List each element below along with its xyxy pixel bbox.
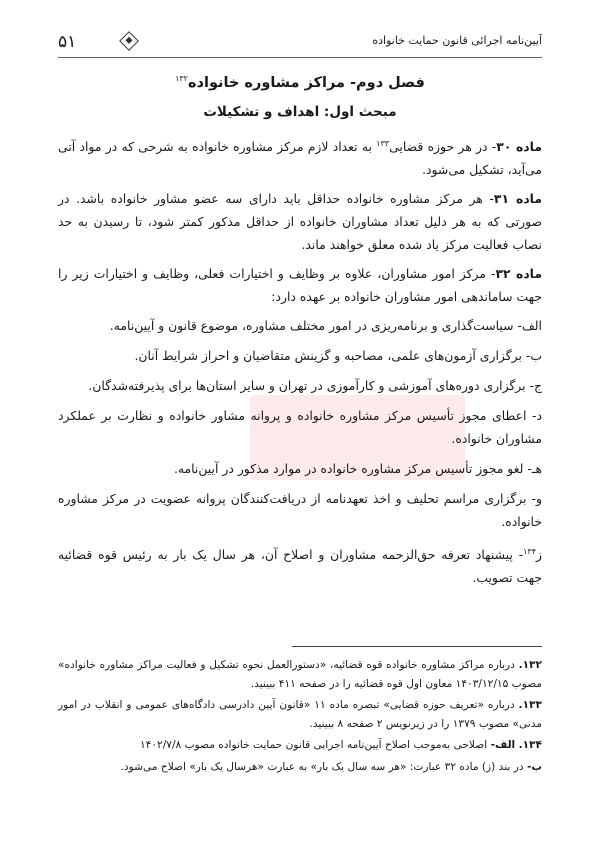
footnote-ref[interactable]: ۱۳۳ (376, 138, 390, 148)
page-header (58, 28, 542, 58)
article-32: ماده ۳۲- مرکز امور مشاوران، علاوه بر وظایف و اختیارات فعلی، وظایف و اختیارات زیر را جهت ساماندهی امور مشاوران خانواده بر عهده دارد: (58, 265, 543, 304)
header-divider (58, 57, 542, 58)
article-label: ماده ۳۰ (496, 138, 542, 154)
list-item: الف- سیاست‌گذاری و برنامه‌ریزی در امور مختلف مشاوره، موضوع قانون و آیین‌نامه. (109, 317, 542, 333)
list-item: ز$^{۱۳۴}$- پیشنهاد تعرفه حق‌الزحمه مشاوران و اصلاح آن، هر سال یک بار به رئیس قوه قضائیه جهت تصویب. (58, 546, 542, 586)
list-item: و- برگزاری مراسم تحلیف و اخذ تعهدنامه از دریافت‌کنندگان پروانه عضویت در مرکز مشاوره خانواده. (58, 490, 542, 529)
diamond-ornament-icon (119, 31, 139, 51)
chapter-title: فصل دوم- مراکز مشاوره خانواده$^{۱۳۲}$ (175, 74, 425, 91)
running-title: آیین‌نامه اجرائی قانون حمایت خانواده (372, 34, 542, 47)
page-number: ۵۱ (58, 32, 77, 52)
list-item: د- اعطای مجوز تأسیس مرکز مشاوره خانواده و پروانه مشاور خانواده و نظارت بر عملکرد مشاوران خانواده. (58, 407, 542, 446)
article-label: ماده ۳۱ (493, 190, 542, 206)
footnote-133: ۱۳۳. درباره «تعریف حوزه قضایی» تبصره ماده ۱۱ «قانون آیین دادرسی دادگاه‌های عمومی و انقلاب در امور مدنی» مصوب ۱۳۷۹ را در زیرنویس ۲ صفحه ۸ ببینید. (58, 699, 542, 730)
page-body (58, 68, 542, 596)
section-title: مبحث اول: اهداف و تشکیلات (203, 103, 397, 120)
article-31: ماده ۳۱- هر مرکز مشاوره خانواده حداقل باید دارای سه عضو مشاور خانواده باشد. در صورتی که به هر دلیل تعداد مشاوران خانواده از حداقل مذکور کمتر شود، تا رسیدن به حد نصاب فعالیت مرکز یاد شده معلق خواهند ماند. (58, 190, 542, 252)
footnote-ref[interactable]: ۱۳۲ (175, 74, 188, 83)
list-item: ج- برگزاری دوره‌های آموزشی و کارآموزی در تهران و سایر استان‌ها برای پذیرفته‌شدگان. (88, 377, 542, 393)
list-item: هـ- لغو مجوز تأسیس مرکز مشاوره خانواده در موارد مذکور در آیین‌نامه. (173, 460, 542, 476)
footnote-divider (292, 646, 542, 647)
footnote-134-a: ۱۳۴. الف- اصلاحی به‌موجب اصلاح آیین‌نامه اجرایی قانون حمایت خانواده مصوب ۱۴۰۲/۷/۸ (139, 739, 542, 751)
footnote-ref[interactable]: ۱۳۴ (523, 546, 537, 556)
footnote-132: ۱۳۲. درباره مراکز مشاوره خانواده قوه قضائیه، «دستورالعمل نحوه تشکیل و فعالیت مراکز مشاوره خانواده» مصوب ۱۴۰۳/۱۲/۱۵ معاون اول قوه قضائیه را در صفحه ۴۱۱ ببینید. (58, 659, 542, 690)
article-label: ماده ۳۲ (495, 265, 543, 281)
article-30: ماده ۳۰- در هر حوزه قضایی$^{۱۳۳}$ به تعداد لازم مرکز مشاوره خانواده به شرحی که در مواد آتی می‌آید، تشکیل می‌شود. (58, 138, 542, 177)
footnote-134-b: ب- در بند (ز) ماده ۳۲ عبارت: «هر سه سال یک بار» به عبارت «هرسال یک بار» اصلاح می‌شود. (120, 760, 542, 773)
footnotes (58, 656, 542, 779)
list-item: ب- برگزاری آزمون‌های علمی، مصاحبه و گزینش متقاضیان و احراز شرایط آنان. (134, 347, 542, 363)
